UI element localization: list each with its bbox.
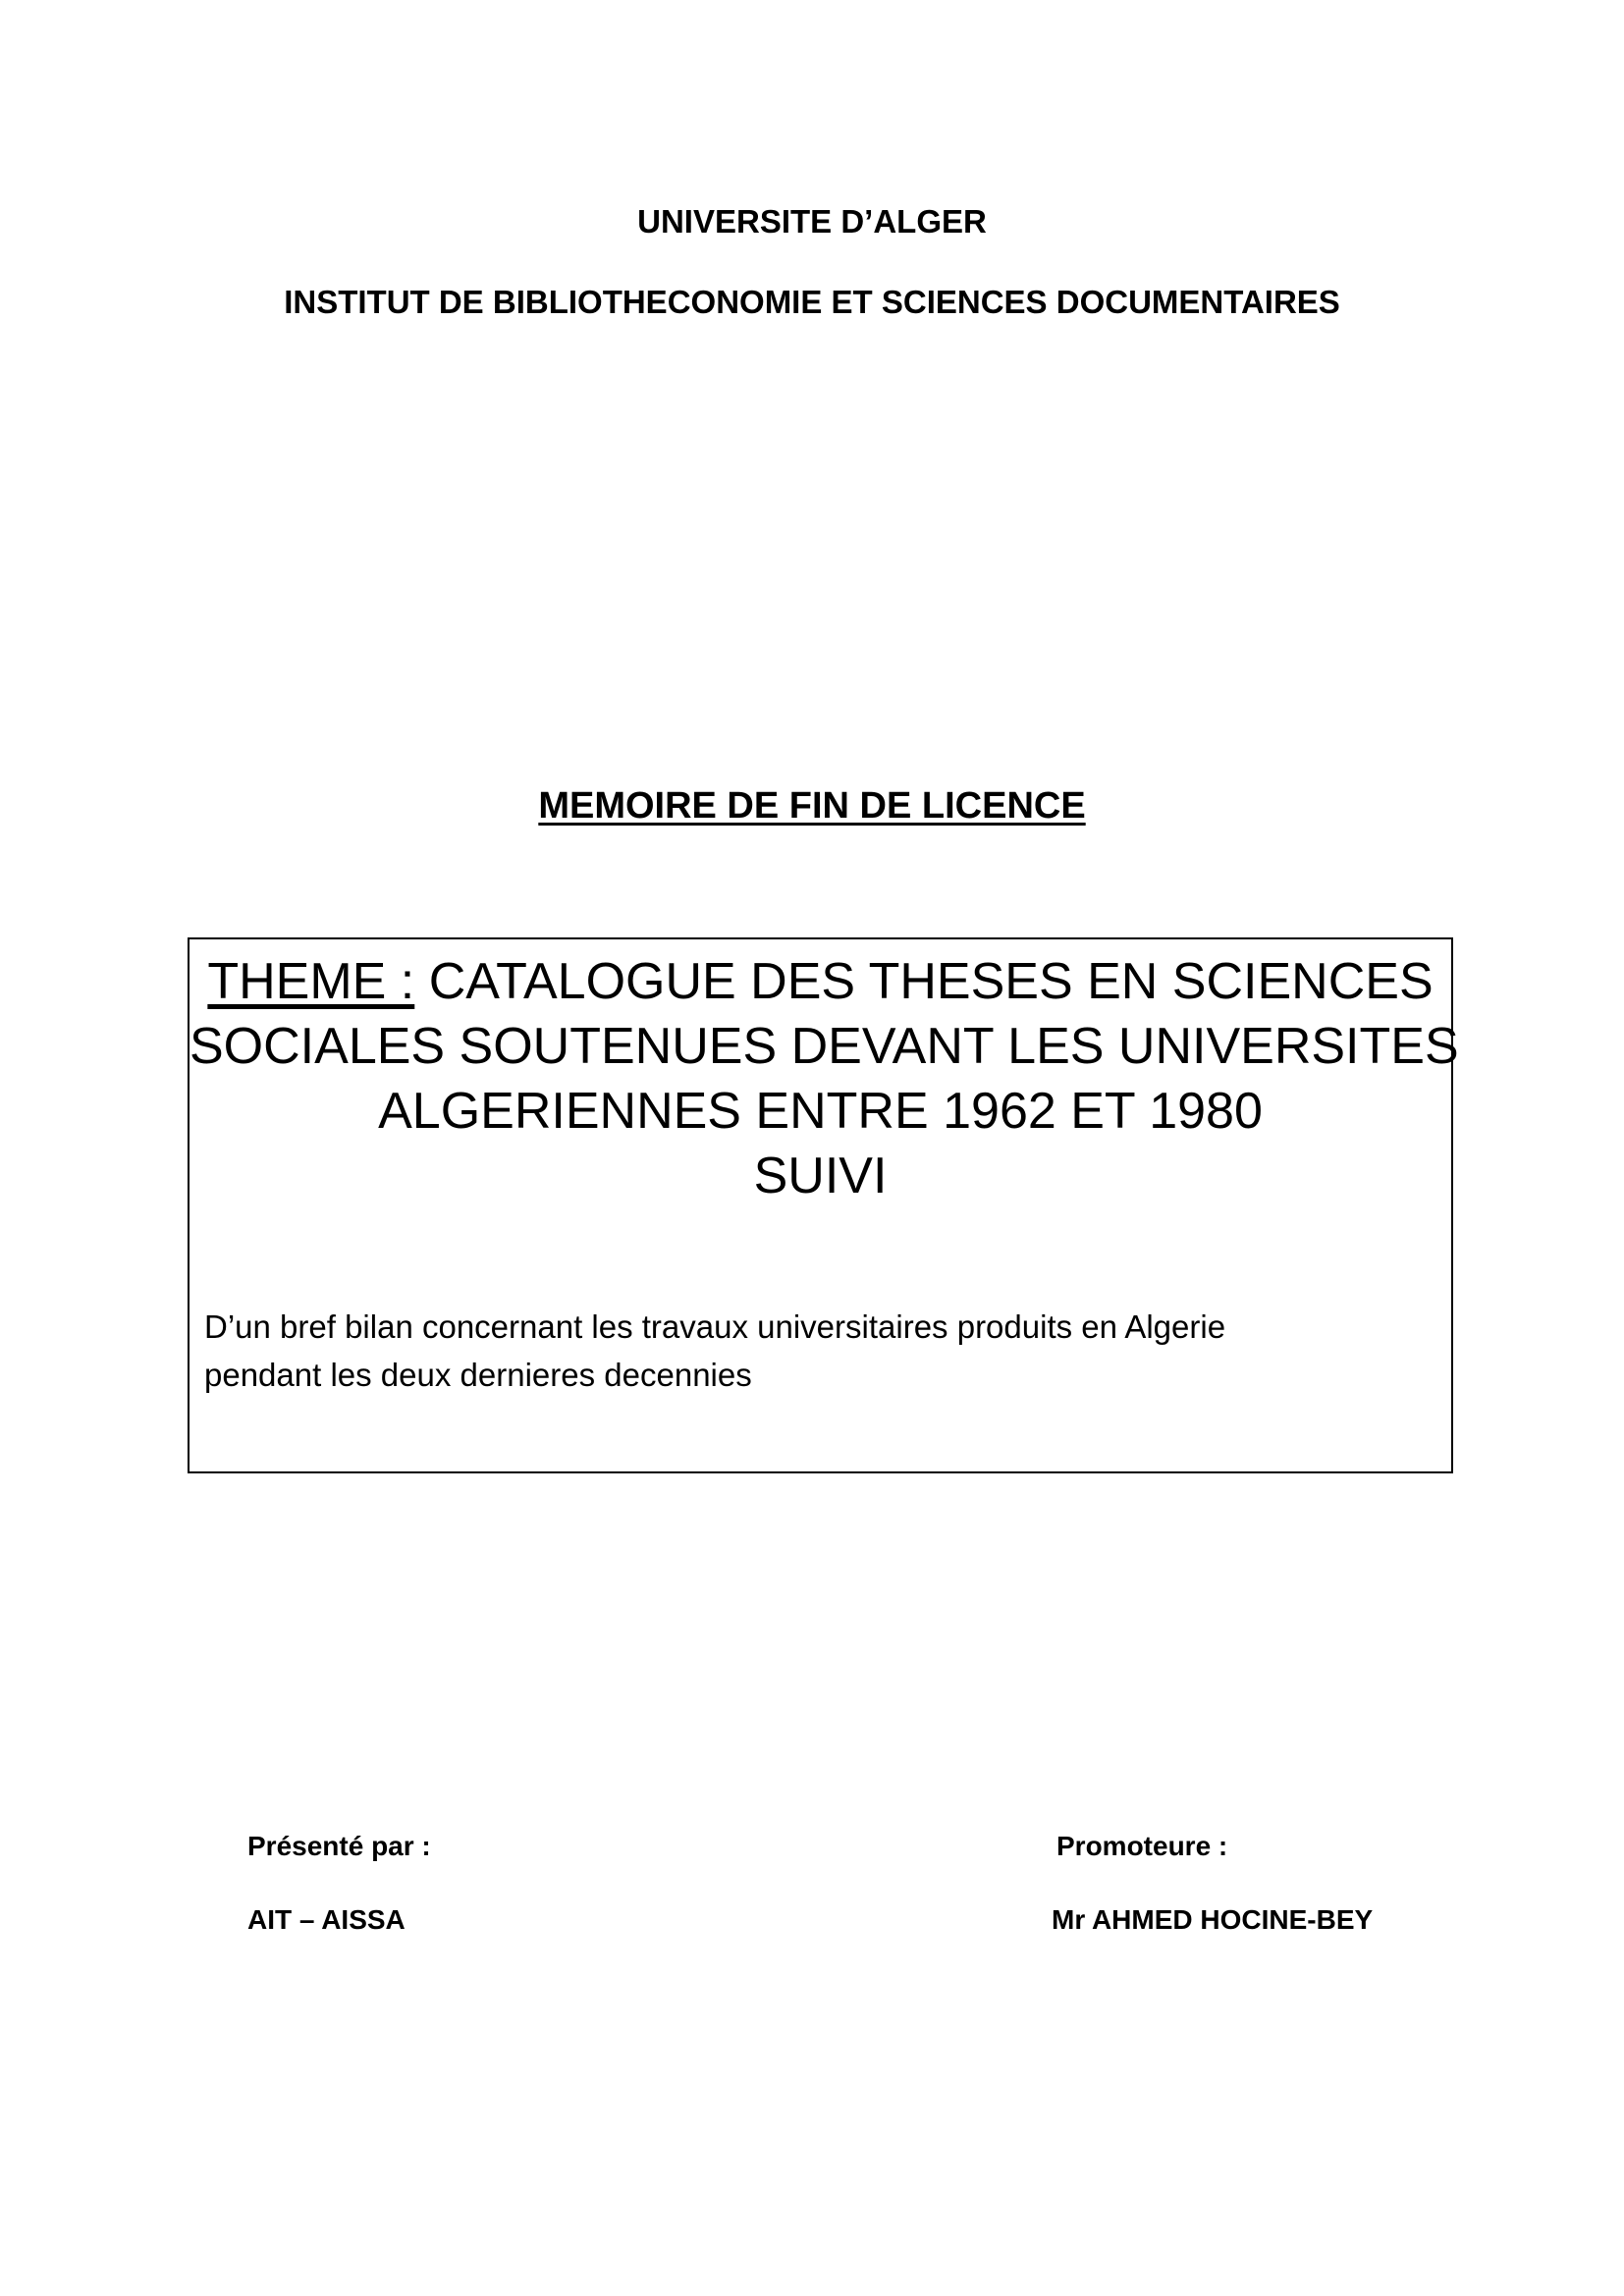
theme-subtitle bbox=[204, 1303, 1432, 1399]
theme-title-line-3: ALGERIENNES ENTRE 1962 ET 1980 bbox=[378, 1083, 1263, 1140]
promoter-name: Mr AHMED HOCINE-BEY bbox=[1052, 1904, 1374, 1935]
memoire-title bbox=[0, 781, 1624, 830]
theme-box bbox=[188, 937, 1459, 1473]
presented-by-label: Présenté par : bbox=[247, 1831, 431, 1861]
theme-title-line-2: SOCIALES SOUTENUES DEVANT LES UNIVERSITES bbox=[189, 1018, 1459, 1075]
memoire-title-text: MEMOIRE DE FIN DE LICENCE bbox=[538, 785, 1086, 827]
theme-label: THEME : bbox=[207, 953, 415, 1010]
promoter-label: Promoteure : bbox=[1056, 1831, 1228, 1861]
theme-title-line-1-text: CATALOGUE DES THESES EN SCIENCES bbox=[414, 953, 1434, 1010]
theme-title bbox=[189, 949, 1459, 1208]
theme-title-line-1 bbox=[189, 949, 1451, 1014]
university-name: UNIVERSITE D’ALGER bbox=[637, 203, 987, 240]
theme-title-line-4: SUIVI bbox=[753, 1148, 888, 1204]
institute-name: INSTITUT DE BIBLIOTHECONOMIE ET SCIENCES DOCUMENTAIRES bbox=[284, 284, 1340, 320]
student-name: AIT – AISSA bbox=[247, 1904, 406, 1935]
theme-subtitle-line-2: pendant les deux dernieres decennies bbox=[204, 1357, 752, 1393]
theme-subtitle-line-1: D’un bref bilan concernant les travaux universitaires produits en Algerie bbox=[204, 1308, 1226, 1345]
